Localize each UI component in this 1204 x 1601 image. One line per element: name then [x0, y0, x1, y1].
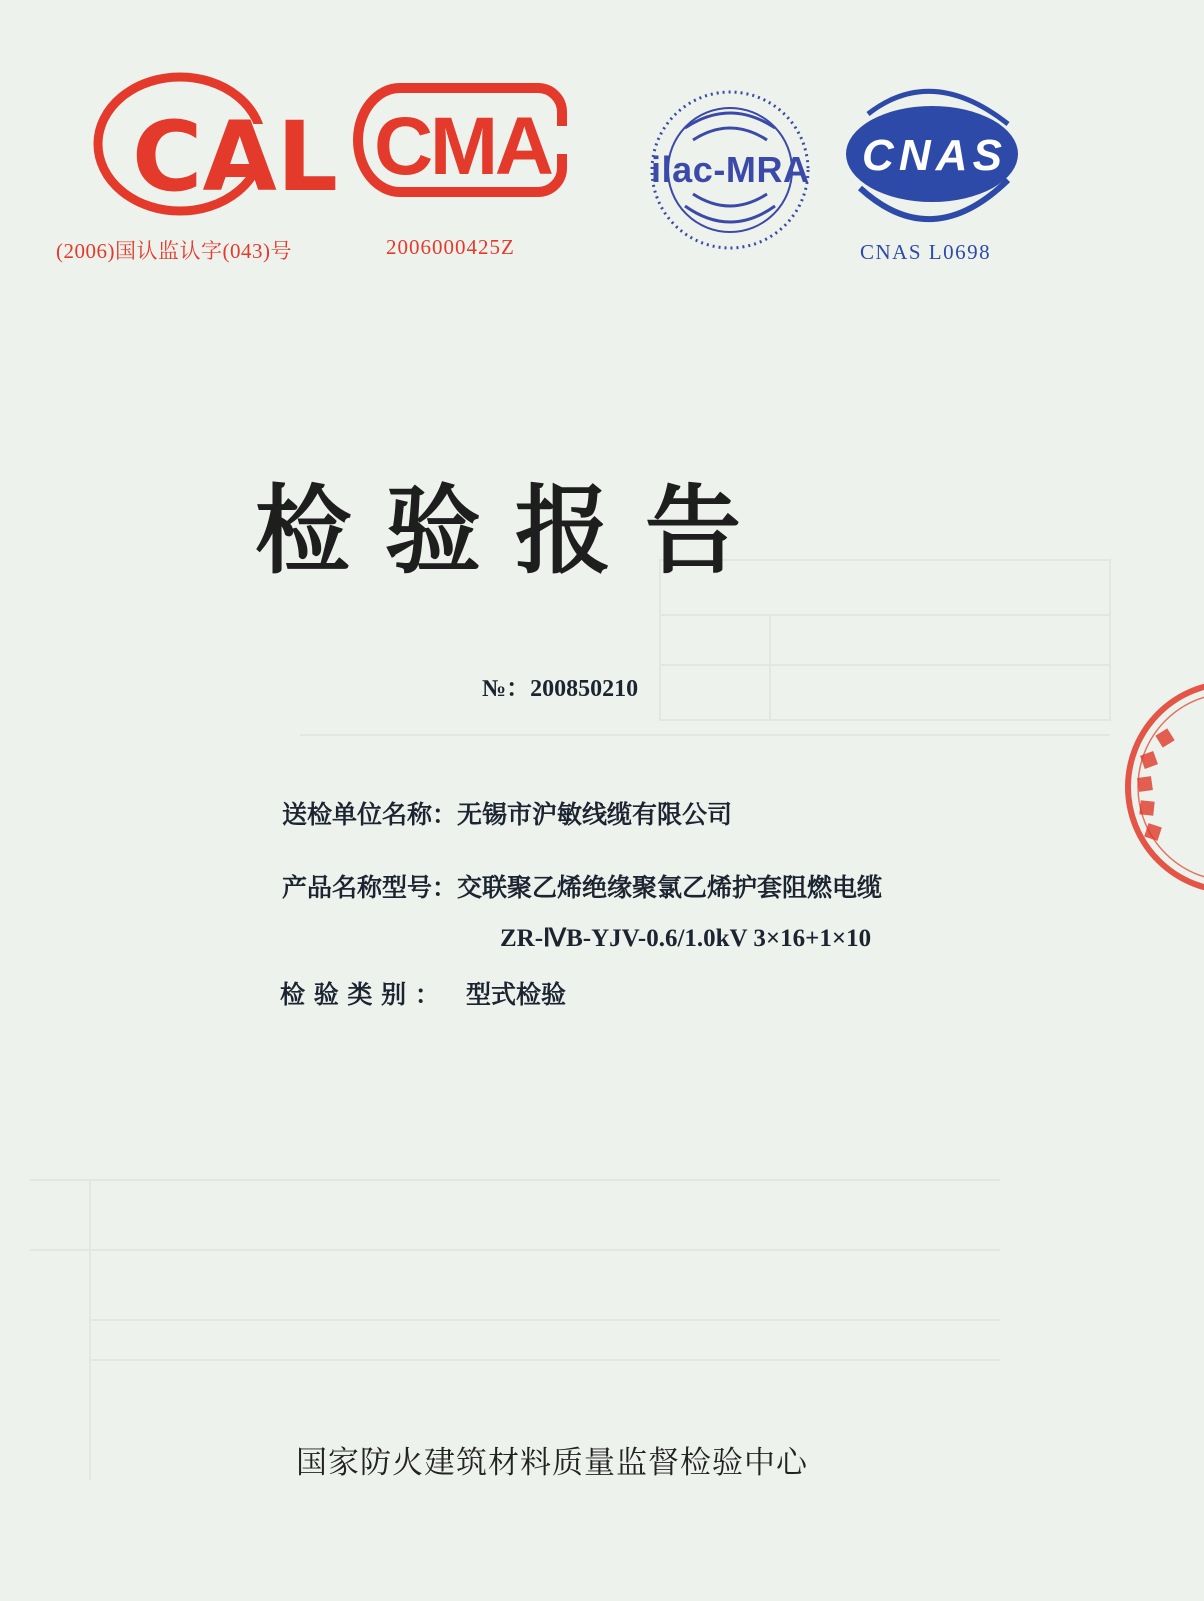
product-field [282, 868, 882, 904]
test-type-field [280, 975, 566, 1011]
cnas-emblem-text: CNAS [862, 131, 1002, 180]
cal-caption: (2006)国认监认字(043)号 [56, 239, 292, 263]
cnas-logo [838, 84, 1026, 226]
issuing-organization: 国家防火建筑材料质量监督检验中心 [296, 1445, 808, 1481]
test-type-value: 型式检验 [466, 980, 567, 1009]
client-field [282, 795, 732, 831]
report-number-label: №： [482, 676, 531, 702]
cnas-caption: CNAS L0698 [860, 240, 992, 264]
client-label: 送检单位名称： [282, 800, 458, 829]
product-model: ZR-ⅣB-YJV-0.6/1.0kV 3×16+1×10 [500, 925, 872, 952]
client-value: 无锡市沪敏线缆有限公司 [457, 800, 733, 829]
report-number-value: 200850210 [530, 676, 639, 702]
report-number [482, 668, 638, 703]
cal-emblem-text: CAL [132, 101, 338, 213]
cma-emblem-text: CMA [374, 101, 554, 192]
cma-logo [352, 80, 568, 200]
cma-caption: 2006000425Z [386, 235, 515, 259]
test-type-label: 检 验 类 别 ： [280, 980, 440, 1009]
ilac-mra-logo [645, 88, 815, 258]
ilac-emblem-text: ilac-MRA [651, 149, 809, 190]
cal-logo [92, 72, 338, 220]
product-label: 产品名称型号： [282, 873, 458, 902]
report-title: 检验报告 [255, 475, 775, 587]
product-value: 交联聚乙烯绝缘聚氯乙烯护套阻燃电缆 [457, 873, 883, 902]
official-seal-stamp [1112, 675, 1204, 905]
